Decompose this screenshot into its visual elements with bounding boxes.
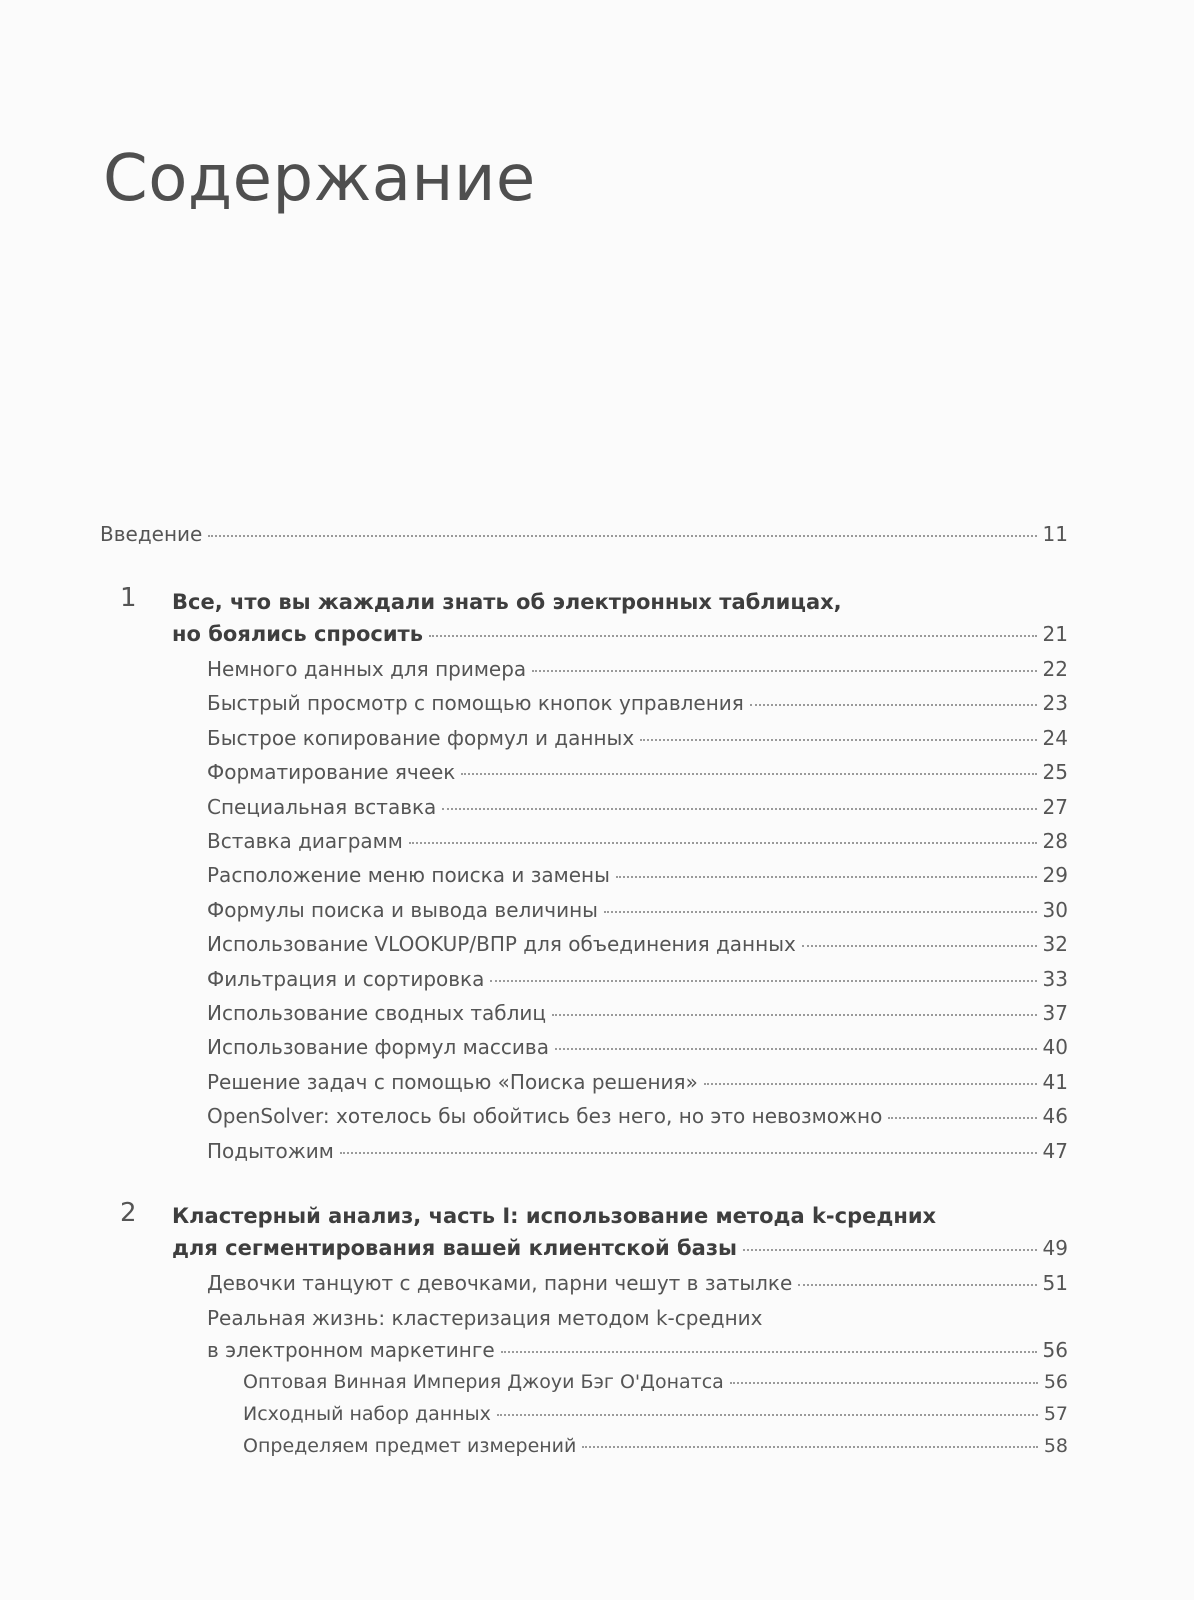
dot-leader: [640, 739, 1036, 741]
dot-leader: [750, 704, 1037, 706]
toc-page-number: 32: [1042, 932, 1068, 956]
toc-entry-label: Использование формул массива: [207, 1035, 549, 1059]
toc-page-number: 51: [1042, 1271, 1068, 1295]
toc-entry-label: Использование VLOOKUP/ВПР для объединения данных: [207, 932, 796, 956]
toc-entry-intro[interactable]: [100, 522, 1068, 546]
toc-entry-chapter-1[interactable]: [172, 622, 1068, 646]
toc-page-number: 33: [1042, 967, 1068, 991]
toc-entry[interactable]: [207, 657, 1068, 681]
toc-page-number: 49: [1042, 1236, 1068, 1260]
toc-entry[interactable]: [207, 863, 1068, 887]
toc-entry[interactable]: [207, 1070, 1068, 1094]
toc-page-number: 58: [1043, 1435, 1068, 1457]
toc-entry[interactable]: [207, 1271, 1068, 1295]
toc-entry-label: Немного данных для примера: [207, 657, 527, 681]
toc-entry[interactable]: [207, 795, 1068, 819]
toc-page-number: 21: [1042, 622, 1068, 646]
dot-leader: [743, 1249, 1037, 1251]
dot-leader: [704, 1083, 1037, 1085]
toc-entry[interactable]: [207, 1139, 1068, 1163]
toc-entry[interactable]: [207, 1104, 1068, 1128]
toc-entry-label: Быстрый просмотр с помощью кнопок управления: [207, 691, 744, 715]
dot-leader: [490, 980, 1036, 982]
dot-leader: [730, 1382, 1038, 1384]
dot-leader: [442, 808, 1036, 810]
page-title: Содержание: [103, 142, 536, 216]
toc-entry-label: Оптовая Винная Империя Джоуи Бэг О'Донатса: [243, 1371, 724, 1393]
toc-entry-label: Решение задач с помощью «Поиска решения»: [207, 1070, 698, 1094]
dot-leader: [582, 1446, 1037, 1448]
toc-page-number: 37: [1042, 1001, 1068, 1025]
toc-entry-label: Использование сводных таблиц: [207, 1001, 547, 1025]
toc-entry-label: Формулы поиска и вывода величины: [207, 898, 598, 922]
toc-page-number: 25: [1042, 760, 1068, 784]
toc-entry-label: Определяем предмет измерений: [243, 1435, 577, 1457]
toc-entry-label: Вставка диаграмм: [207, 829, 403, 853]
toc-page-number: 56: [1042, 1338, 1068, 1362]
toc-page-number: 46: [1042, 1104, 1068, 1128]
toc-entry-label: Специальная вставка: [207, 795, 437, 819]
dot-leader: [208, 535, 1036, 537]
toc-entry[interactable]: [207, 1035, 1068, 1059]
toc-entry-chapter-2[interactable]: [172, 1236, 1068, 1260]
toc-page-number: 56: [1043, 1371, 1068, 1393]
toc-page-number: 11: [1042, 522, 1068, 546]
chapter-number: 2: [120, 1198, 137, 1228]
toc-subentry[interactable]: [243, 1403, 1068, 1425]
dot-leader: [616, 876, 1037, 878]
toc-page-number: 28: [1042, 829, 1068, 853]
toc-page-number: 22: [1042, 657, 1068, 681]
dot-leader: [604, 911, 1037, 913]
toc-entry-label: Фильтрация и сортировка: [207, 967, 485, 991]
chapter-title-continued: но боялись спросить: [172, 622, 423, 646]
chapter-title: Кластерный анализ, часть I: использование метода k-средних: [172, 1204, 937, 1228]
toc-page-number: 40: [1042, 1035, 1068, 1059]
toc-entry-label: Форматирование ячеек: [207, 760, 456, 784]
toc-page-number: 47: [1042, 1139, 1068, 1163]
toc-page-number: 24: [1042, 726, 1068, 750]
toc-entry[interactable]: [207, 1001, 1068, 1025]
toc-subentry[interactable]: [243, 1435, 1068, 1457]
dot-leader: [552, 1014, 1037, 1016]
toc-page-number: 23: [1042, 691, 1068, 715]
dot-leader: [461, 773, 1036, 775]
chapter-title-continued: для сегментирования вашей клиентской базы: [172, 1236, 738, 1260]
toc-entry-label: Реальная жизнь: кластеризация методом k-средних: [207, 1306, 763, 1330]
chapter-number: 1: [120, 583, 137, 613]
toc-entry[interactable]: [207, 932, 1068, 956]
dot-leader: [802, 945, 1037, 947]
toc-entry[interactable]: [207, 967, 1068, 991]
toc-entry-label: Подытожим: [207, 1139, 334, 1163]
dot-leader: [798, 1284, 1036, 1286]
toc-entry[interactable]: [207, 829, 1068, 853]
toc-page-number: 30: [1042, 898, 1068, 922]
toc-entry-label: Быстрое копирование формул и данных: [207, 726, 635, 750]
dot-leader: [501, 1351, 1037, 1353]
dot-leader: [340, 1152, 1037, 1154]
dot-leader: [409, 842, 1037, 844]
toc-entry[interactable]: [207, 898, 1068, 922]
toc-entry-label: Девочки танцуют с девочками, парни чешут в затылке: [207, 1271, 793, 1295]
dot-leader: [555, 1048, 1037, 1050]
toc-entry-label: Введение: [100, 522, 203, 546]
chapter-title: Все, что вы жаждали знать об электронных таблицах,: [172, 590, 842, 614]
toc-subentry[interactable]: [243, 1371, 1068, 1393]
dot-leader: [429, 635, 1037, 637]
toc-page-number: 57: [1043, 1403, 1068, 1425]
toc-entry[interactable]: [207, 691, 1068, 715]
toc-entry[interactable]: [207, 760, 1068, 784]
toc-page-number: 29: [1042, 863, 1068, 887]
dot-leader: [497, 1414, 1038, 1416]
toc-entry-label-continued: в электронном маркетинге: [207, 1338, 495, 1362]
toc-entry[interactable]: [207, 1338, 1068, 1362]
toc-page-number: 27: [1042, 795, 1068, 819]
toc-entry-label: OpenSolver: хотелось бы обойтись без него, но это невозможно: [207, 1104, 883, 1128]
dot-leader: [888, 1117, 1036, 1119]
toc-page-number: 41: [1042, 1070, 1068, 1094]
toc-entry[interactable]: [207, 726, 1068, 750]
toc-entry-label: Расположение меню поиска и замены: [207, 863, 610, 887]
dot-leader: [532, 670, 1036, 672]
toc-entry-label: Исходный набор данных: [243, 1403, 491, 1425]
